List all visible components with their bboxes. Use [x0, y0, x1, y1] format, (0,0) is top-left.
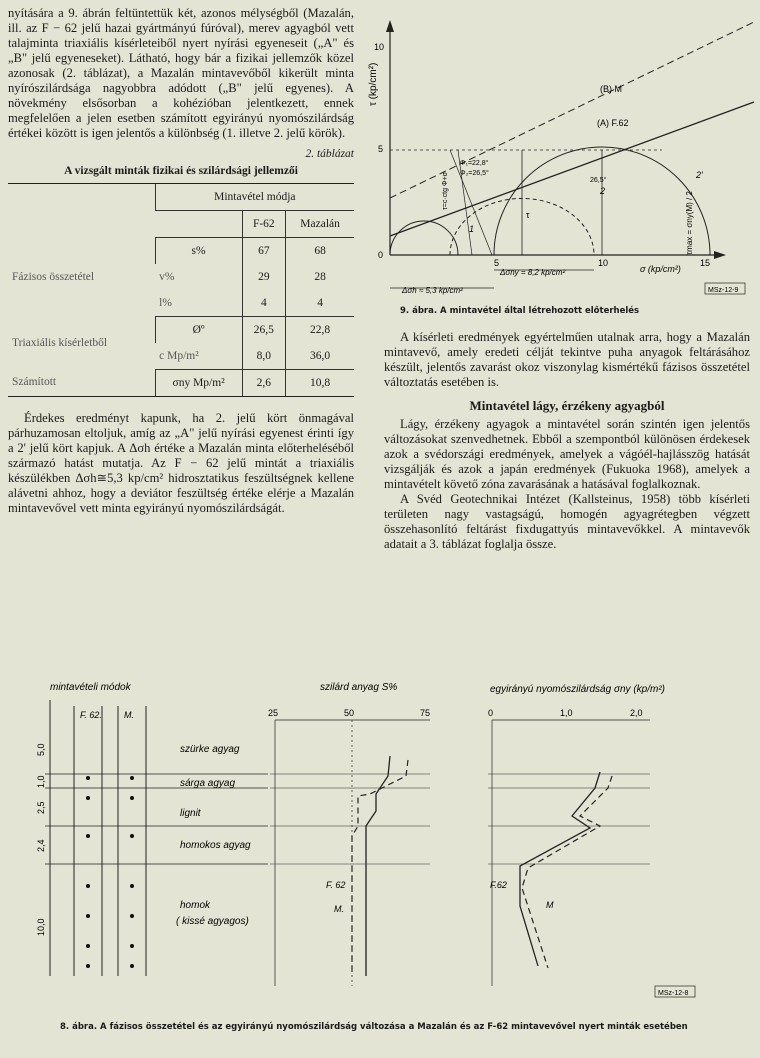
table-cell: σny Mp/m² [155, 370, 242, 397]
fig8-col1-f62: F. 62. [80, 710, 102, 720]
right-column [384, 330, 750, 552]
fig8-stamp: MSz-12-8 [658, 990, 689, 997]
left-column [8, 6, 354, 516]
table-number: 2. táblázat [305, 148, 354, 160]
figure-8-svg [0, 676, 760, 1026]
table-cell: 67 [242, 238, 286, 265]
table-group2-label: Triaxiális kísérletből [12, 336, 108, 349]
figure-9 [362, 0, 760, 323]
table-cell: 29 [242, 264, 286, 290]
table-group-header: Mintavétel módja [155, 184, 354, 211]
fig8-col2-m-label: M. [334, 904, 344, 914]
fig9-y-arrow [386, 20, 394, 32]
fig9-y-axis-label: τ (kp/cm²) [368, 62, 379, 106]
figure-9-svg [362, 0, 760, 318]
fig8-depth-label: 2,4 [36, 839, 46, 852]
fig9-x-arrow [714, 251, 726, 259]
fig9-line-a-label: (A) F.62 [597, 118, 629, 128]
fig9-circle-2-label: 2 [600, 186, 606, 196]
fig8-layer-label: szürke agyag [180, 744, 240, 755]
figure-9-caption: 9. ábra. A mintavétel által létrehozott előterhelés [400, 306, 640, 316]
fig9-x-tick: 15 [700, 258, 711, 268]
table-cell: 26,5 [242, 317, 286, 344]
fig8-col3-tick: 1,0 [560, 708, 573, 718]
right-paragraph-2: Lágy, érzékeny agyagok a mintavétel során szintén igen jelentős változásokat szenvedhetnek. Ebből a szempontból különösen érdekesek azok a svédországi eredmények, amelyek a vágóél-hajlásszög hatását vizsgálják és azok a japán eredmények (Fukuoka 1968), amelyek a mintavételt követő zóna zavarásának a hatásával foglalkoznak. [384, 417, 750, 491]
fig8-layer-label: sárga agyag [180, 778, 236, 789]
table-title: A vizsgált minták fizikai és szilárdsági jellemzői [64, 165, 298, 177]
fig8-col3-m-label: M [546, 900, 554, 910]
fig8-col1-m: M. [124, 710, 134, 720]
figure-8 [0, 676, 760, 1031]
fig9-x-tick: 10 [598, 258, 609, 268]
fig8-col2-f62-label: F. 62 [326, 880, 346, 890]
fig9-y-tick: 5 [378, 144, 384, 154]
fig8-col3-f62-label: F.62 [490, 880, 507, 890]
fig9-line-b-label: (B) M [600, 84, 622, 94]
table-cell: v% [159, 270, 175, 283]
table-group3-label: Számított [8, 370, 155, 397]
fig8-layer-label: lignit [180, 808, 201, 819]
section-title: Mintavétel lágy, érzékeny agyagból [469, 398, 665, 413]
fig8-col3-tick: 2,0 [630, 708, 643, 718]
fig9-angle-label: 26,5° [590, 177, 607, 184]
fig8-col2-tick: 50 [344, 708, 355, 718]
table-cell: 36,0 [286, 343, 354, 370]
properties-table [8, 183, 354, 397]
fig8-col3-title: egyirányú nyomószilárdság σny (kp/m²) [490, 684, 665, 695]
right-paragraph-3: A Svéd Geotechnikai Intézet (Kallsteinus, 1958) több kísérleti területen nagy vastagságú, homogén agyagrétegben végzett összehasonlító feltárást fixdugattyús mintavevőkkel. A mintavevők adatait a 3. táblázat foglalja össze. [384, 492, 750, 551]
fig9-c-label: τ=c·ctg Φ+σ [442, 172, 449, 210]
table-cell: 28 [286, 264, 354, 290]
table-col-mazalan: Mazalán [286, 211, 354, 238]
table-corner [8, 184, 155, 238]
table-col-f62: F-62 [242, 211, 286, 238]
figure-8-caption: 8. ábra. A fázisos összetétel és az egyirányú nyomószilárdság változása a Mazalán és az F-62 mintavevővel nyert minták esetében [60, 1022, 688, 1032]
fig9-phi2-label: Φ₂=26,5° [460, 170, 489, 177]
fig8-col3-tick: 0 [488, 708, 494, 718]
left-paragraph-2: Érdekes eredményt kapunk, ha 2. jelű kört önmagával párhuzamosan eltoljuk, amíg az „A" jelű nyírási egyenest érinti így a 2' jelű kört kapjuk. A Δσh értéke a Mazalán minta előterheléséből származó hatást mutatja. Az F − 62 jelű mintát a triaxiális készülékben Δσh≅5,3 kp/cm² hidrosztatikus feszültségnek kellene alávetni ahhoz, hogy a deviátor feszültség értéke elérje a Mazalán mintavevővel vett minta egyirányú nyomószilárdságát. [8, 411, 354, 515]
fig8-depth-label: 10,0 [36, 918, 46, 936]
table-cell: 10,8 [286, 370, 354, 397]
right-paragraph-1: A kísérleti eredmények egyértelműen utalnak arra, hogy a Mazalán mintavevő, amely eredeti célját tekintve puha anyagok feltárásához készült, jelentős zavarást okoz viszonylag kismértékű fázisos összetétel változtatás esetében is. [384, 330, 750, 389]
fig9-circle-2prime-label: 2' [696, 170, 703, 180]
fig9-tau-max-label: τmax = σny(M) / 2 [685, 191, 694, 255]
left-paragraph-1: nyítására a 9. ábrán feltüntettük két, azonos mélységből (Mazalán, ill. az F − 62 jelű hazai gyártmányú fúróval), merev agyagból vett talajminta triaxiális kísérleteiből nyert nyírási egyeneseit („A" és „B" jelű egyeneseket). Látható, hogy bár a fizikai jellemzők közel azonosak (2. táblázat), a Mazalán mintavevőből kikerült minta nyírószilárdsága nagyobbra adódott („B" jelű egyenes). A növekmény elsősorban a kohézióban jelentkezett, ennek megfelelően a jelen esetben számított egyirányú nyomószilárdság értékei között is igen jelentős a különbség (1. illetve 2. jelű körök). [8, 6, 354, 140]
fig8-col1-title: mintavételi módok [50, 682, 131, 693]
fig9-tau-label: τ [526, 210, 530, 220]
fig9-delta-ny-label: Δσny = 8,2 kp/cm² [500, 268, 566, 277]
fig8-sample-dots [86, 776, 134, 968]
table-cell: 4 [286, 290, 354, 317]
fig9-line-a [390, 102, 754, 236]
fig8-col2-curve-f62 [366, 756, 390, 976]
fig9-y-tick: 0 [378, 250, 384, 260]
fig9-circle-1 [390, 221, 458, 255]
fig8-layer-label: ( kissé agyagos) [176, 916, 249, 927]
fig8-depth-label: 1,0 [36, 775, 46, 788]
table-cell: 4 [242, 290, 286, 317]
fig9-stamp: MSz-12-9 [708, 287, 739, 294]
table-cell: 22,8 [286, 317, 354, 344]
table-cell: s% [155, 238, 242, 265]
table-cell: 2,6 [242, 370, 286, 397]
table-cell: Øº [155, 317, 242, 344]
table-cell: 8,0 [242, 343, 286, 370]
table-cell: l% [155, 290, 242, 317]
fig8-depth-label: 5,0 [36, 743, 46, 756]
fig8-depth-label: 2,5 [36, 801, 46, 814]
table-cell: 68 [286, 238, 354, 265]
fig8-layer-label: homokos agyag [180, 840, 251, 851]
fig9-circle-1-label: 1 [469, 224, 475, 234]
table-cell: c Mp/m² [155, 343, 242, 370]
table-param-header [155, 211, 242, 238]
fig9-x-axis-label: σ (kp/cm²) [640, 264, 681, 274]
fig8-col3-curve-m [522, 776, 612, 968]
fig8-col2-tick: 25 [268, 708, 279, 718]
fig9-delta-h-label: Δσh ≈ 5,3 kp/cm² [402, 286, 463, 295]
fig9-x-tick: 5 [494, 258, 500, 268]
table-group1-label: Fázisos összetétel [12, 270, 95, 283]
fig8-col2-tick: 75 [420, 708, 431, 718]
fig9-phi1-label: Φ₁=22,8° [460, 160, 489, 167]
fig8-col2-curve-m [352, 760, 408, 976]
fig8-col2-title: szilárd anyag S% [320, 682, 398, 693]
fig9-y-tick: 10 [374, 42, 385, 52]
fig8-layer-label: homok [180, 900, 211, 911]
fig8-col3-curve-f62 [520, 772, 600, 966]
